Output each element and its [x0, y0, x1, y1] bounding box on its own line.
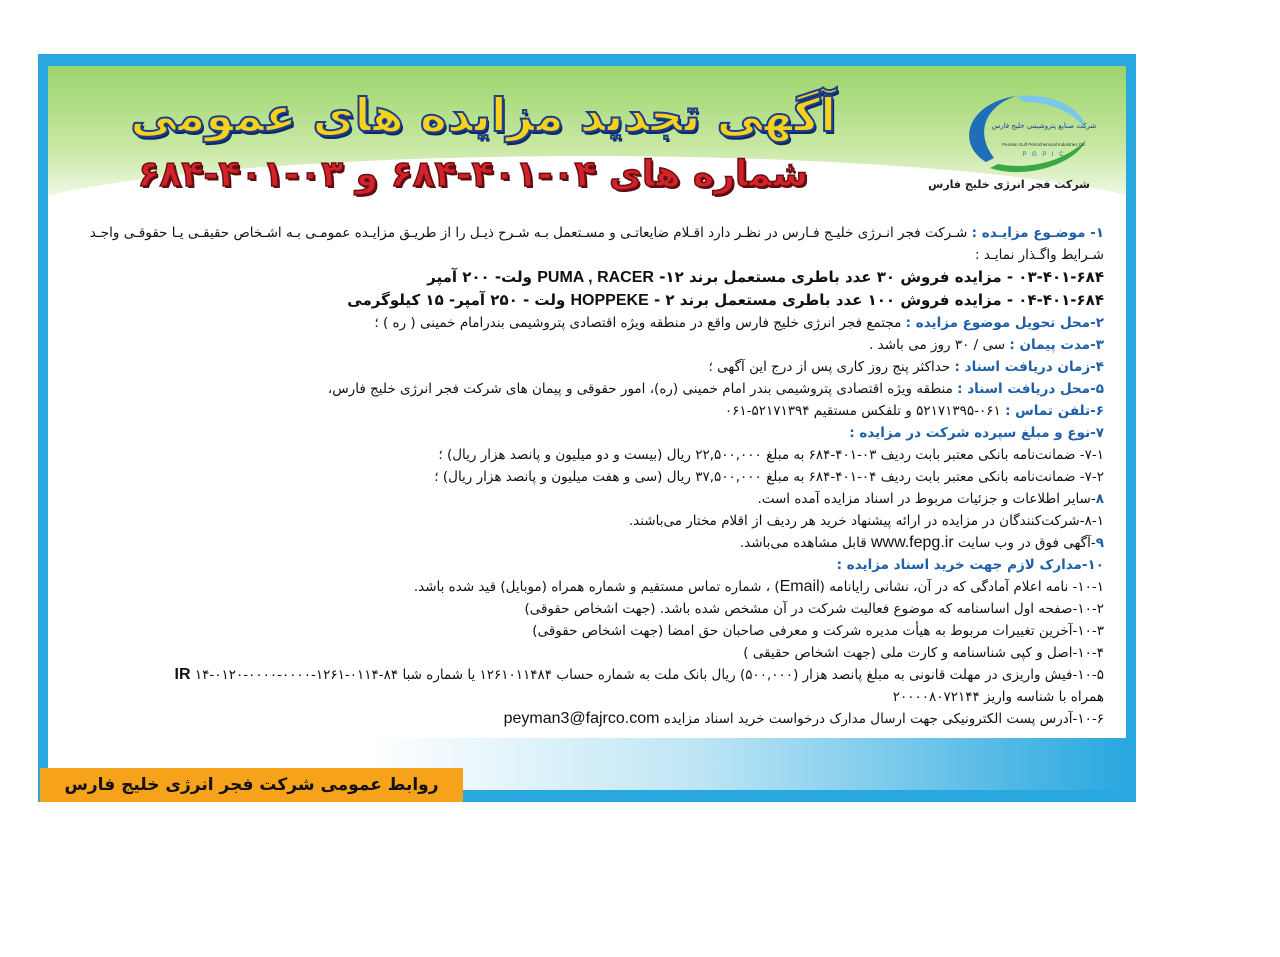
- section-10-1-post: ) ، شماره تماس مستقیم و شماره همراه (موبایل) قید شده باشد.: [413, 579, 780, 595]
- section-10-2: ۱۰-۲-صفحه اول اساسنامه که موضوع فعالیت شرکت در آن مشخص شده باشد. (جهت اشخاص حقوقی): [524, 601, 1104, 617]
- section-9: [70, 532, 1104, 554]
- section-8-label: ۸: [1095, 491, 1104, 507]
- item-2-brand: HOPPEKE: [570, 292, 649, 309]
- section-6-text: ۰۶۱-۵۲۱۷۱۳۹۵ و تلفکس مستقیم ۵۲۱۷۱۳۹۴-۰۶۱: [724, 403, 1006, 419]
- item-1-post: -۱۲ ولت- ۲۰۰ آمپر: [427, 268, 684, 286]
- section-10-5-line2: همراه با شناسه واریز ۲۰۰۰۰۸۰۷۲۱۴۴: [892, 689, 1104, 705]
- auction-item-1: [70, 266, 1104, 289]
- section-10-5-pre: ۱۰-۵-فیش واریزی در مهلت قانونی به مبلغ پانصد هزار (۵۰۰,۰۰۰) ریال بانک ملت به شماره حساب ۱۲۶۱۰۱۱۴۸۴ یا شماره شبا ۸۴-۰۱۱۴-۱۲۶۱-۰۰۰۰-۰۰۰۰-۰۱۲۰-۱۴: [190, 667, 1104, 683]
- section-1-text: شـرکت فجر انـرژی خلیـج فـارس در نظـر دارد اقـلام ضایعاتـی و مسـتعمل بـه شـرح ذیـل را از طریـق مزایـده عمومـی بـه اشـخاص حقیقـی یـا حقوقـی واجـد شـرایط واگـذار نمایـد :: [89, 225, 1104, 263]
- item-1-pre: ۰۳-۴۰۱-۶۸۴ - مزایده فروش ۳۰ عدد باطری مستعمل برند: [683, 268, 1104, 286]
- section-10-label: ۱۰-مدارک لازم جهت خرید اسناد مزایده :: [836, 557, 1104, 573]
- section-10-6-pre: ۱۰-۶-آدرس پست الکترونیکی جهت ارسال مدارک درخواست خرید اسناد مزایده: [659, 711, 1104, 727]
- section-6-label: ۶-تلفن تماس :: [1005, 403, 1104, 419]
- section-9-post: قابل مشاهده می‌باشد.: [739, 535, 871, 551]
- section-10-1-email-label: Email: [779, 578, 820, 595]
- section-10-5: [70, 664, 1104, 686]
- section-4-label: ۴-زمان دریافت اسناد :: [954, 359, 1104, 375]
- section-10-4: ۱۰-۴-اصل و کپی شناسنامه و کارت ملی (جهت اشخاص حقیقی ): [743, 645, 1104, 661]
- logo-inner-text: شرکت صنایع پتروشیمی خلیج فارس: [991, 122, 1096, 130]
- section-4-text: حداکثر پنج روز کاری پس از درج این آگهی ؛: [708, 359, 955, 375]
- section-8-text: -سایر اطلاعات و جزئیات مربوط در اسناد مزایده آمده است.: [757, 491, 1096, 507]
- section-7-1: ۷-۱- ضمانت‌نامه بانکی معتبر بابت ردیف ۰۳-۴۰۱-۶۸۴ به مبلغ ۲۲,۵۰۰,۰۰۰ ریال (بیست و دو میلیون و پانصد هزار ریال) ؛: [438, 447, 1104, 463]
- logo-caption: شرکت فجر انرژی خلیج فارس: [928, 178, 1090, 191]
- section-10-5-iban: IR: [174, 666, 191, 683]
- section-10-6: [70, 708, 1104, 730]
- logo-en-text: Persian Gulf Petrochemical Industries Co.: [1002, 142, 1086, 147]
- item-1-brand: PUMA , RACER: [537, 269, 654, 286]
- section-10-1: [70, 576, 1104, 598]
- item-2-pre: ۰۴-۴۰۱-۶۸۴ - مزایده فروش ۱۰۰ عدد باطری مستعمل برند: [674, 291, 1104, 309]
- logo-abbr: P G P I C: [1022, 152, 1066, 158]
- section-1: [70, 222, 1104, 266]
- item-2-post: - ۲ ولت - ۲۵۰ آمپر- ۱۵ کیلوگرمی: [347, 291, 675, 309]
- section-4: [70, 356, 1104, 378]
- section-5-text: منطقه ویژه اقتصادی پتروشیمی بندر امام خمینی (ره)، امور حقوقی و پیمان های شرکت فجر انرژی خلیج فارس،: [327, 381, 958, 397]
- section-3-label: ۳-مدت پیمان :: [1009, 337, 1104, 353]
- section-6: [70, 400, 1104, 422]
- notice-panel: [48, 66, 1126, 790]
- section-2: [70, 312, 1104, 334]
- footer-box: [40, 768, 463, 802]
- section-7-label: ۷-نوع و مبلغ سپرده شرکت در مزایده :: [849, 425, 1104, 441]
- section-3-text: سی / ۳۰ روز می باشد .: [869, 337, 1010, 353]
- section-2-text: مجتمع فجر انرژی خلیج فارس واقع در منطقه ویژه اقتصادی پتروشیمی بندرامام خمینی ( ره ) ؛: [374, 315, 906, 331]
- contact-email-link[interactable]: peyman3@fajrco.com: [503, 710, 660, 727]
- notice-title: آگهی تجدید مزایده های عمومی: [130, 88, 836, 142]
- notice-body: [70, 222, 1104, 730]
- section-10-3: ۱۰-۳-آخرین تغییرات مربوط به هیأت مدیره شرکت و معرفی صاحبان حق امضا (جهت اشخاص حقوقی): [532, 623, 1104, 639]
- section-7: [70, 422, 1104, 444]
- section-5-label: ۵-محل دریافت اسناد :: [957, 381, 1104, 397]
- section-3: [70, 334, 1104, 356]
- section-1-label: ۱- موضـوع مزایـده :: [971, 225, 1104, 241]
- section-9-pre: -آگهی فوق در وب سایت: [953, 535, 1096, 551]
- section-5: [70, 378, 1104, 400]
- section-10: [70, 554, 1104, 576]
- section-2-label: ۲-محل تحویل موضوع مزایده :: [905, 315, 1104, 331]
- section-8-1: ۸-۱-شرکت‌کنندگان در مزایده در ارائه پیشنهاد خرید هر ردیف از اقلام مختار می‌باشند.: [628, 513, 1104, 529]
- section-8: [70, 488, 1104, 510]
- footer-text: روابط عمومی شرکت فجر انرژی خلیج فارس: [64, 775, 439, 795]
- website-link[interactable]: www.fepg.ir: [870, 534, 954, 551]
- section-7-2: ۷-۲- ضمانت‌نامه بانکی معتبر بابت ردیف ۰۴-۴۰۱-۶۸۴ به مبلغ ۳۷,۵۰۰,۰۰۰ ریال (سی و هفت میلیون و پانصد هزار ریال) ؛: [434, 469, 1104, 485]
- section-10-1-pre: ۱۰-۱- نامه اعلام آمادگی که در آن، نشانی رایانامه (: [819, 579, 1104, 595]
- notice-frame: [38, 54, 1136, 802]
- notice-subtitle: شماره های ۰۴-۴۰۱-۶۸۴ و ۰۳-۴۰۱-۶۸۴: [137, 154, 808, 195]
- section-9-label: ۹: [1095, 535, 1104, 551]
- auction-item-2: [70, 289, 1104, 312]
